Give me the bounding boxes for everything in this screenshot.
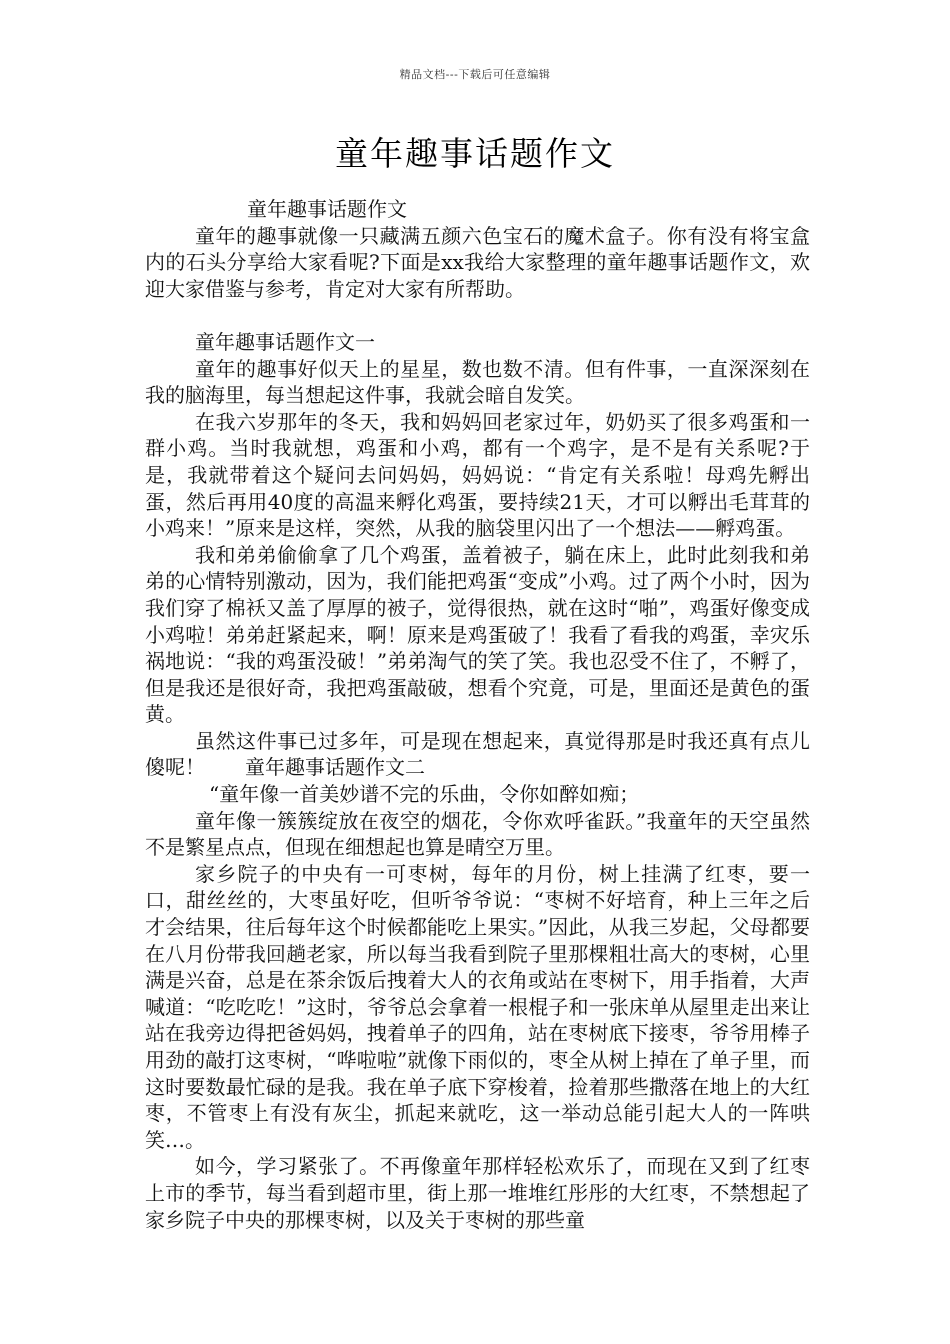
essay1-heading: 童年趣事话题作文一 xyxy=(195,329,375,354)
essay2-paragraph-1: 家乡院子的中央有一可枣树，每年的月份，树上挂满了红枣，要一口，甜丝丝的，大枣虽好吃，但听爷爷说：“枣树不好培育，种上三年之后才会结果，往后每年这个时候都能吃上果实。”因此，从我三岁起，父母都要在八月份带我回趟老家，所以每当我看到院子里那棵粗壮高大的枣树，心里满是兴奋，总是在茶余饭后拽着大人的衣角或站在枣树下，用手指着，大声喊道：“吃吃吃！”这时，爷爷总会拿着一根棍子和一张床单从屋里走出来让站在我旁边得把爸妈妈，拽着单子的四角，站在枣树底下接枣，爷爷用棒子用劲的敲打这枣树，“哗啦啦”就像下雨似的，枣全从树上掉在了单子里，而这时要数最忙碌的是我。我在单子底下穿梭着，捡着那些撒落在地上的大红枣，不管枣上有没有灰尘，抓起来就吃，这一举动总能引起大人的一阵哄笑…。 xyxy=(145,861,810,1152)
essay1-closing-text: 虽然这件事已过多年，可是现在想起来，真觉得那是时我还真有点儿傻呢！ xyxy=(145,728,810,780)
header-note: 精品文档---下载后可任意编辑 xyxy=(399,68,551,81)
document-title: 童年趣事话题作文 xyxy=(335,134,615,173)
essay2-quote-2: 童年像一簇簇绽放在夜空的烟花，令你欢呼雀跃。”我童年的天空虽然不是繁星点点，但现在细想起也算是晴空万里。 xyxy=(145,808,810,860)
essay1-paragraph-1: 童年的趣事好似天上的星星，数也数不清。但有件事，一直深深刻在我的脑海里，每当想起这件事，我就会暗自发笑。 xyxy=(145,356,810,408)
intro-subtitle: 童年趣事话题作文 xyxy=(247,197,407,221)
intro-paragraph: 童年的趣事就像一只藏满五颜六色宝石的魔术盒子。你有没有将宝盒内的石头分享给大家看呢?下面是xx我给大家整理的童年趣事话题作文，欢迎大家借鉴与参考，肯定对大家有所帮助。 xyxy=(145,223,810,301)
essay2-heading: 童年趣事话题作文二 xyxy=(245,755,425,780)
blank-line xyxy=(145,302,810,329)
essay1-paragraph-2: 在我六岁那年的冬天，我和妈妈回老家过年，奶奶买了很多鸡蛋和一群小鸡。当时我就想，鸡蛋和小鸡，都有一个鸡字，是不是有关系呢?于是，我就带着这个疑问去问妈妈，妈妈说：“肯定有关系啦！母鸡先孵出蛋，然后再用40度的高温来孵化鸡蛋，要持续21天，才可以孵出毛茸茸的小鸡来！”原来是这样，突然，从我的脑袋里闪出了一个想法——孵鸡蛋。 xyxy=(145,409,810,541)
essay2-paragraph-2: 如今，学习紧张了。不再像童年那样轻松欢乐了，而现在又到了红枣上市的季节，每当看到超市里，街上那一堆堆红彤彤的大红枣，不禁想起了家乡院子中央的那棵枣树，以及关于枣树的那些童 xyxy=(145,1154,810,1232)
essay1-paragraph-3: 我和弟弟偷偷拿了几个鸡蛋，盖着被子，躺在床上，此时此刻我和弟弟的心情特别激动，因为，我们能把鸡蛋“变成”小鸡。过了两个小时，因为我们穿了棉袄又盖了厚厚的被子，觉得很热，就在这时“啪”，鸡蛋好像变成小鸡啦！弟弟赶紧起来，啊！原来是鸡蛋破了！我看了看我的鸡蛋，幸灾乐祸地说：“我的鸡蛋没破！”弟弟淘气的笑了笑。我也忍受不住了，不孵了，但是我还是很好奇，我把鸡蛋敲破，想看个究竟，可是，里面还是黄色的蛋黄。 xyxy=(145,542,810,727)
document-body xyxy=(145,196,810,1233)
essay2-quote-1: “童年像一首美妙谱不完的乐曲，令你如醉如痴； xyxy=(209,782,640,807)
essay1-paragraph-4 xyxy=(145,728,810,781)
